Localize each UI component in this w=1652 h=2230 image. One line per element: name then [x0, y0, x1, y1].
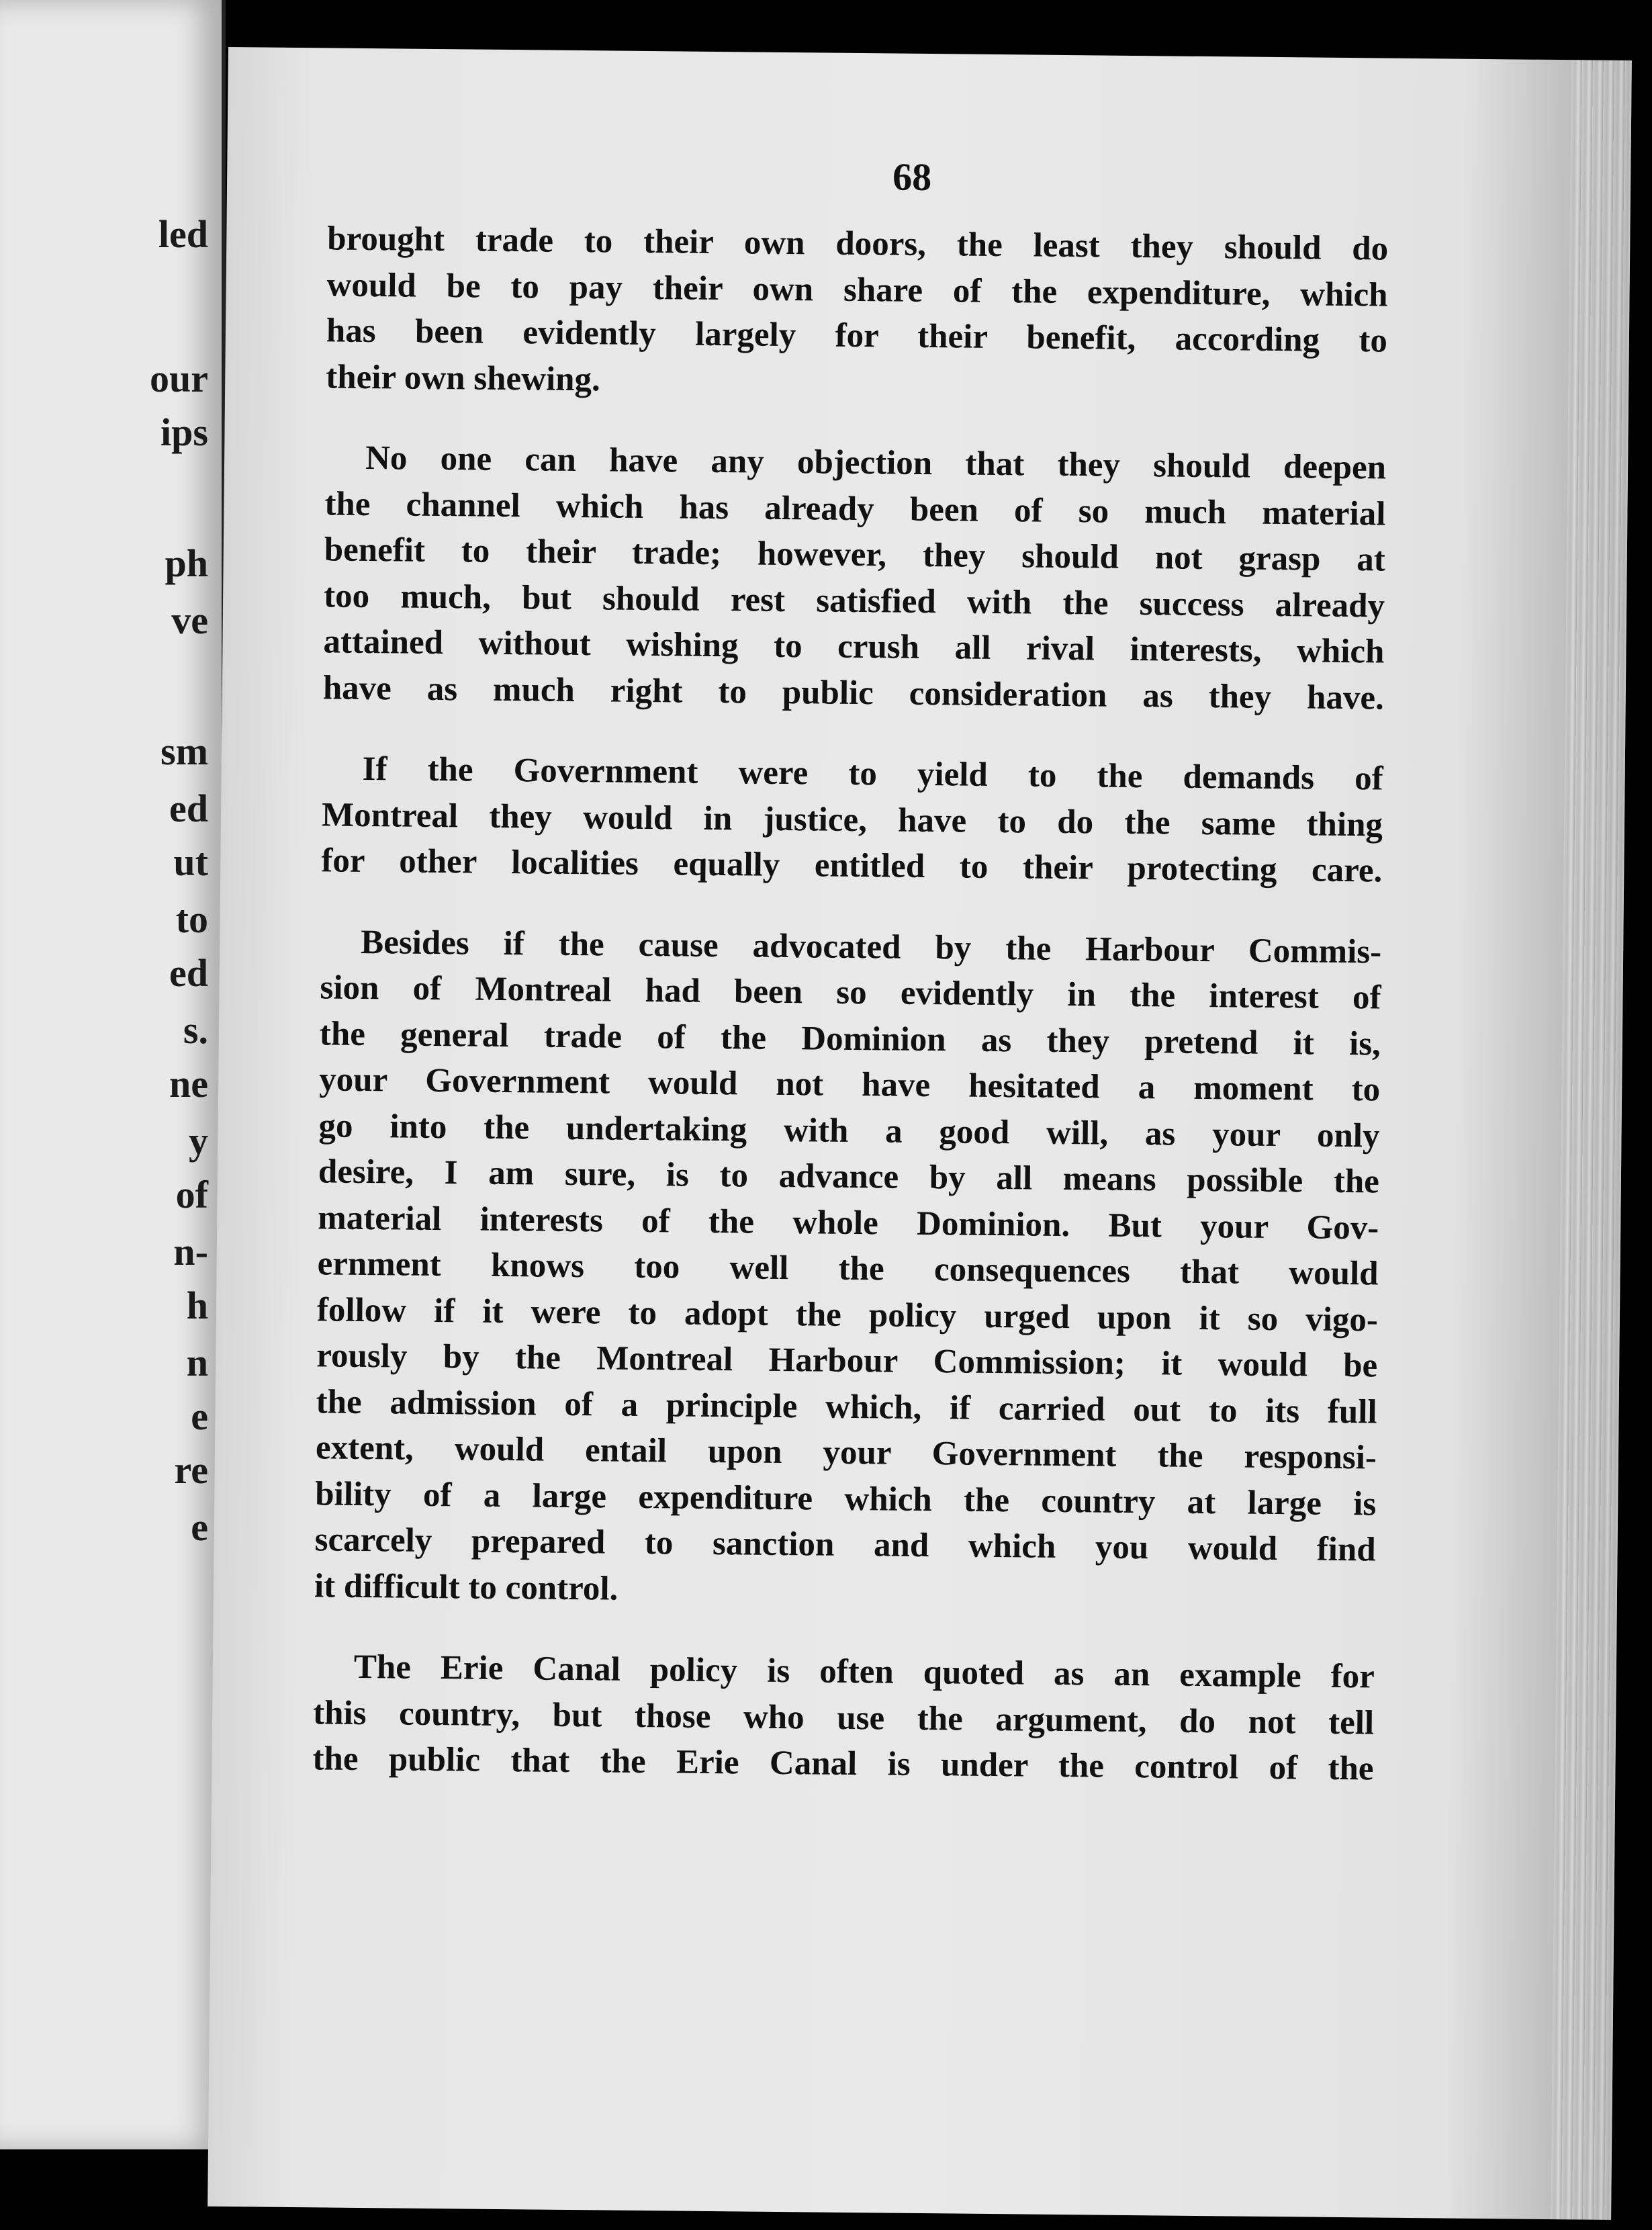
facing-page-fragment: sm [160, 729, 208, 773]
text-line: has been evidently largely for their benefit, according to [326, 312, 1388, 360]
text-line: rously by the Montreal Harbour Commission; it would be [316, 1337, 1378, 1385]
facing-page-fragment: y [189, 1119, 208, 1163]
text-line: material interests of the whole Dominion. But your Gov- [318, 1198, 1379, 1247]
text-line: brought trade to their own doors, the least they should do [326, 220, 1389, 268]
facing-page-fragment: ed [169, 951, 208, 995]
text-line: have as much right to public consideration as they have. [322, 668, 1385, 717]
facing-page-fragment: our [150, 357, 208, 400]
body-text [312, 216, 1388, 1792]
text-line: Besides if the cause advocated by the Harbour Commis- [360, 923, 1382, 971]
text-line: the general trade of the Dominion as they pretend it is, [319, 1014, 1381, 1063]
paragraph [321, 746, 1383, 894]
text-line: benefit to their trade; however, they should not grasp at [324, 531, 1386, 579]
text-line: Montreal they would in justice, have to do the same thing [321, 795, 1383, 844]
facing-page-fragment: n- [173, 1230, 208, 1274]
text-line: too much, but should rest satisfied with the success already [323, 576, 1385, 625]
facing-page-fragment: s. [183, 1008, 208, 1052]
facing-page-fragment: ve [171, 598, 208, 642]
text-line: the public that the Erie Canal is under the control of the [312, 1740, 1374, 1788]
text-line: go into the undertaking with a good will, as your only [318, 1106, 1380, 1155]
page-number: 68 [892, 154, 932, 199]
text-line: this country, but those who use the argument, do not tell [312, 1693, 1375, 1742]
text-line: sion of Montreal had been so evidently in the interest of [320, 969, 1381, 1017]
facing-page [0, 0, 226, 2149]
facing-page-fragment: led [158, 212, 208, 256]
facing-page-fragment: ut [173, 840, 208, 884]
facing-page-fragment: n [186, 1341, 208, 1384]
text-line: No one can have any objection that they should deepen [365, 439, 1387, 487]
book-page [208, 47, 1632, 2220]
facing-page-fragment: ph [165, 541, 208, 585]
text-line: scarcely prepared to sanction and which you would find [314, 1521, 1376, 1569]
facing-page-fragment: h [186, 1284, 208, 1327]
text-line: ernment knows too well the consequences that would [317, 1245, 1379, 1293]
text-line: the admission of a principle which, if carried out to its full [316, 1382, 1377, 1431]
text-line: bility of a large expenditure which the country at large is [315, 1474, 1377, 1523]
text-line: If the Government were to yield to the demands of [362, 750, 1383, 798]
page-edge [1551, 60, 1632, 2220]
facing-page-fragment: e [191, 1394, 208, 1438]
paragraph [312, 1644, 1375, 1792]
facing-page-fragment: to [175, 897, 208, 941]
text-line: attained without wishing to crush all rival interests, which [323, 623, 1385, 671]
facing-page-fragment: re [174, 1448, 208, 1492]
facing-page-fragment: e [191, 1505, 208, 1549]
text-line: desire, I am sure, is to advance by all means possible the [318, 1153, 1380, 1201]
text-line: would be to pay their own share of the expenditure, which [326, 265, 1388, 314]
text-line: follow if it were to adopt the policy urged upon it so vigo- [316, 1290, 1379, 1339]
facing-page-fragment: ne [169, 1062, 208, 1106]
text-line: extent, would entail upon your Government the responsi- [315, 1429, 1377, 1477]
paragraph [314, 919, 1382, 1619]
paragraph [326, 216, 1389, 410]
text-line: your Government would not have hesitated a moment to [318, 1061, 1381, 1109]
text-line: The Erie Canal policy is often quoted as an example for [353, 1648, 1375, 1696]
facing-page-fragment: ips [160, 410, 208, 454]
text-line: for other localities equally entitled to their protecting care. [321, 842, 1383, 890]
paragraph [323, 435, 1387, 721]
text-line: their own shewing. [326, 357, 601, 398]
facing-page-fragment: ed [169, 787, 208, 830]
facing-page-fragment: of [175, 1173, 208, 1216]
text-line: it difficult to control. [314, 1566, 618, 1608]
text-line: the channel which has already been of so much material [324, 484, 1386, 533]
